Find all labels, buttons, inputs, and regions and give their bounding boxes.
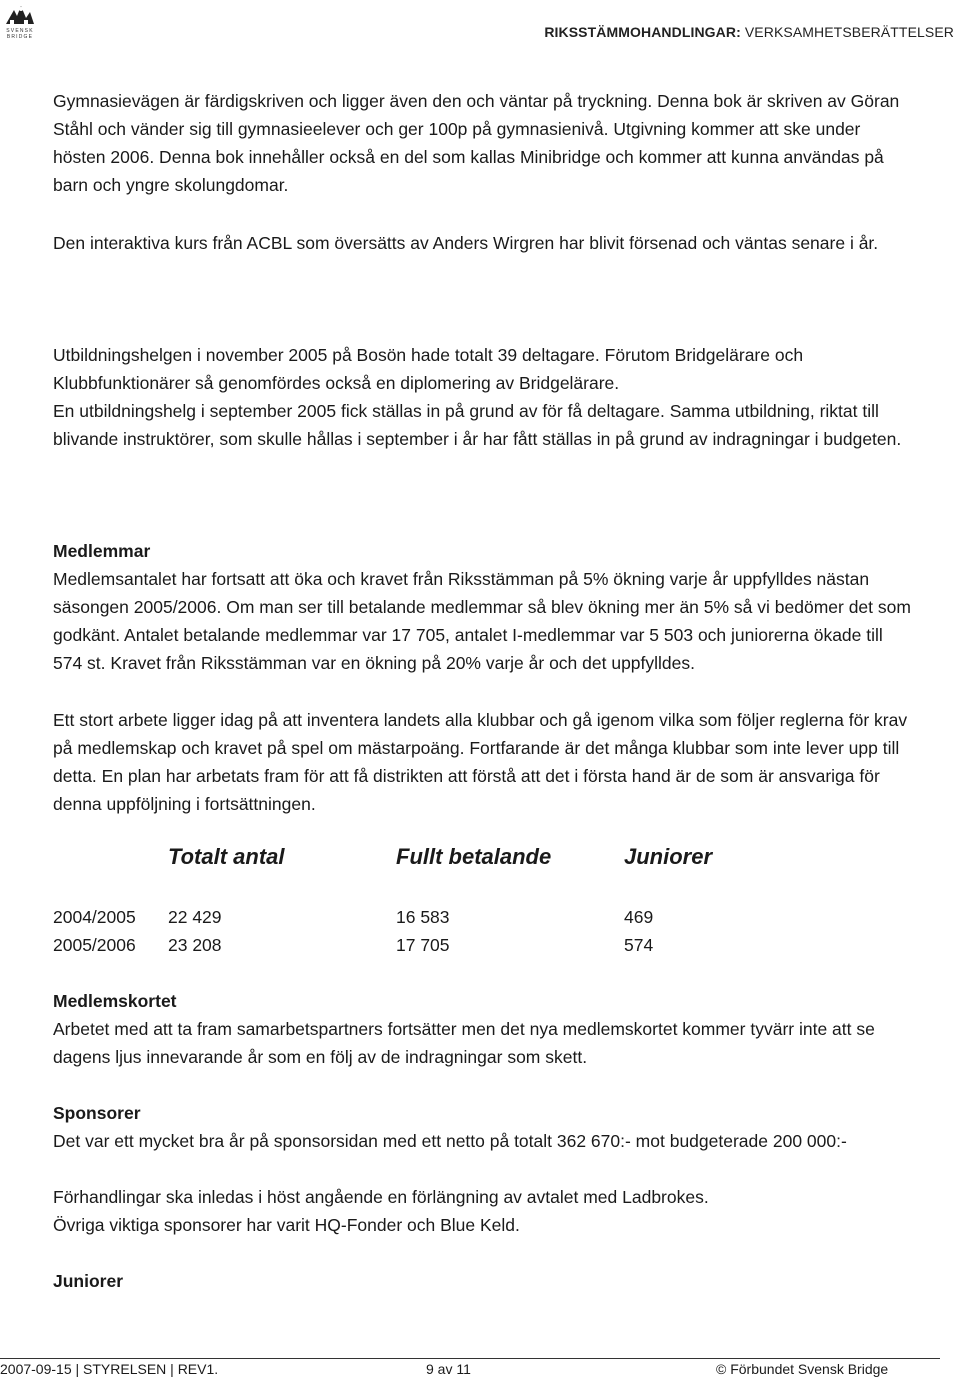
table-cell-total: 23 208 — [168, 935, 222, 955]
paragraph-sponsorer-netto: Det var ett mycket bra år på sponsorsidan med ett netto på totalt 362 670:- mot budgeterade 200 000:- — [53, 1131, 847, 1151]
document-header — [544, 24, 954, 40]
paragraph-sponsorer-ovriga: Övriga viktiga sponsorer har varit HQ-Fonder och Blue Keld. — [53, 1215, 520, 1235]
paragraph-acbl-course: Den interaktiva kurs från ACBL som översätts av Anders Wirgren har blivit försenad och väntas senare i år. — [53, 233, 879, 253]
table-cell-paying: 16 583 — [396, 907, 450, 927]
table-header-juniorer: Juniorer — [624, 844, 713, 869]
table-cell-paying: 17 705 — [396, 935, 450, 955]
footer-copyright: © Förbundet Svensk Bridge — [716, 1361, 889, 1377]
footer-page-number: 9 av 11 — [426, 1361, 471, 1377]
header-subtitle: VERKSAMHETSBERÄTTELSER — [744, 24, 954, 40]
header-title: RIKSSTÄMMOHANDLINGAR: — [544, 24, 741, 40]
svensk-bridge-logo — [2, 2, 36, 42]
heading-juniorer: Juniorer — [53, 1271, 124, 1291]
footer-date-info: 2007-09-15 | STYRELSEN | REV1. — [0, 1361, 219, 1377]
footer-divider — [0, 1358, 940, 1359]
heading-medlemskortet: Medlemskortet — [53, 991, 177, 1011]
table-cell-juniors: 574 — [624, 935, 654, 955]
table-header-fullt-betalande: Fullt betalande — [396, 844, 552, 869]
table-cell-juniors: 469 — [624, 907, 654, 927]
paragraph-medlemmar-2: Ett stort arbete ligger idag på att inventera landets alla klubbar och gå igenom vilka som följer reglerna för krav på medlemskap och kravet på spel om mästarpoäng. Fortfarande är det många klubbar som inte lever upp till detta. En plan har arbetats fram för att få distrikten att förstå att det i första hand är de som är ansvariga för denna uppföljning i fortsättningen. — [53, 710, 908, 814]
paragraph-utbildningshelgen: Utbildningshelgen i november 2005 på Bosön hade totalt 39 deltagare. Förutom Bridgelärare och Klubbfunktionärer så genomfördes också en diplomering av Bridgelärare. — [53, 345, 804, 393]
paragraph-gymnasievagen: Gymnasievägen är färdigskriven och ligger även den och väntar på tryckning. Denna bok är skriven av Göran Ståhl och vänder sig till gymnasieelever och ger 100p på gymnasienivå. Utgivning kommer att ske under hösten 2006. Denna bok innehåller också en del som kallas Minibridge och kommer att kunna användas på barn och yngre skolungdomar. — [53, 91, 900, 195]
paragraph-medlemmar-1: Medlemsantalet har fortsatt att öka och kravet från Riksstämman på 5% ökning varje år uppfylldes nästan säsongen 2005/2006. Om man ser till betalande medlemmar så blev ökning mer än 5% så vi bedömer det som godkänt. Antalet betalande medlemmar var 17 705, antalet I-medlemmar var 5 503 och juniorerna ökade till 574 st. Kravet från Riksstämman var en ökning på 20% varje år och det uppfylldes. — [53, 569, 911, 673]
bridge-logo-icon — [2, 2, 36, 28]
table-cell-total: 22 429 — [168, 907, 222, 927]
table-cell-season: 2004/2005 — [53, 907, 136, 927]
table-header-totalt: Totalt antal — [168, 844, 285, 869]
heading-medlemmar: Medlemmar — [53, 541, 151, 561]
table-cell-season: 2005/2006 — [53, 935, 136, 955]
paragraph-sponsorer-ladbrokes: Förhandlingar ska inledas i höst angående en förlängning av avtalet med Ladbrokes. — [53, 1187, 709, 1207]
paragraph-medlemskortet: Arbetet med att ta fram samarbetspartners fortsätter men det nya medlemskortet kommer tyvärr inte att se dagens ljus innevarande år som en följ av de indragningar som skett. — [53, 1019, 875, 1067]
paragraph-utbildningshelg-september: En utbildningshelg i september 2005 fick ställas in på grund av för få deltagare. Samma utbildning, riktat till blivande instruktörer, som skulle hållas i september i år har fått ställas in på grund av indragningar i budgeten. — [53, 401, 902, 449]
heading-sponsorer: Sponsorer — [53, 1103, 141, 1123]
logo-text: SVENSK BRIDGE — [6, 28, 34, 40]
